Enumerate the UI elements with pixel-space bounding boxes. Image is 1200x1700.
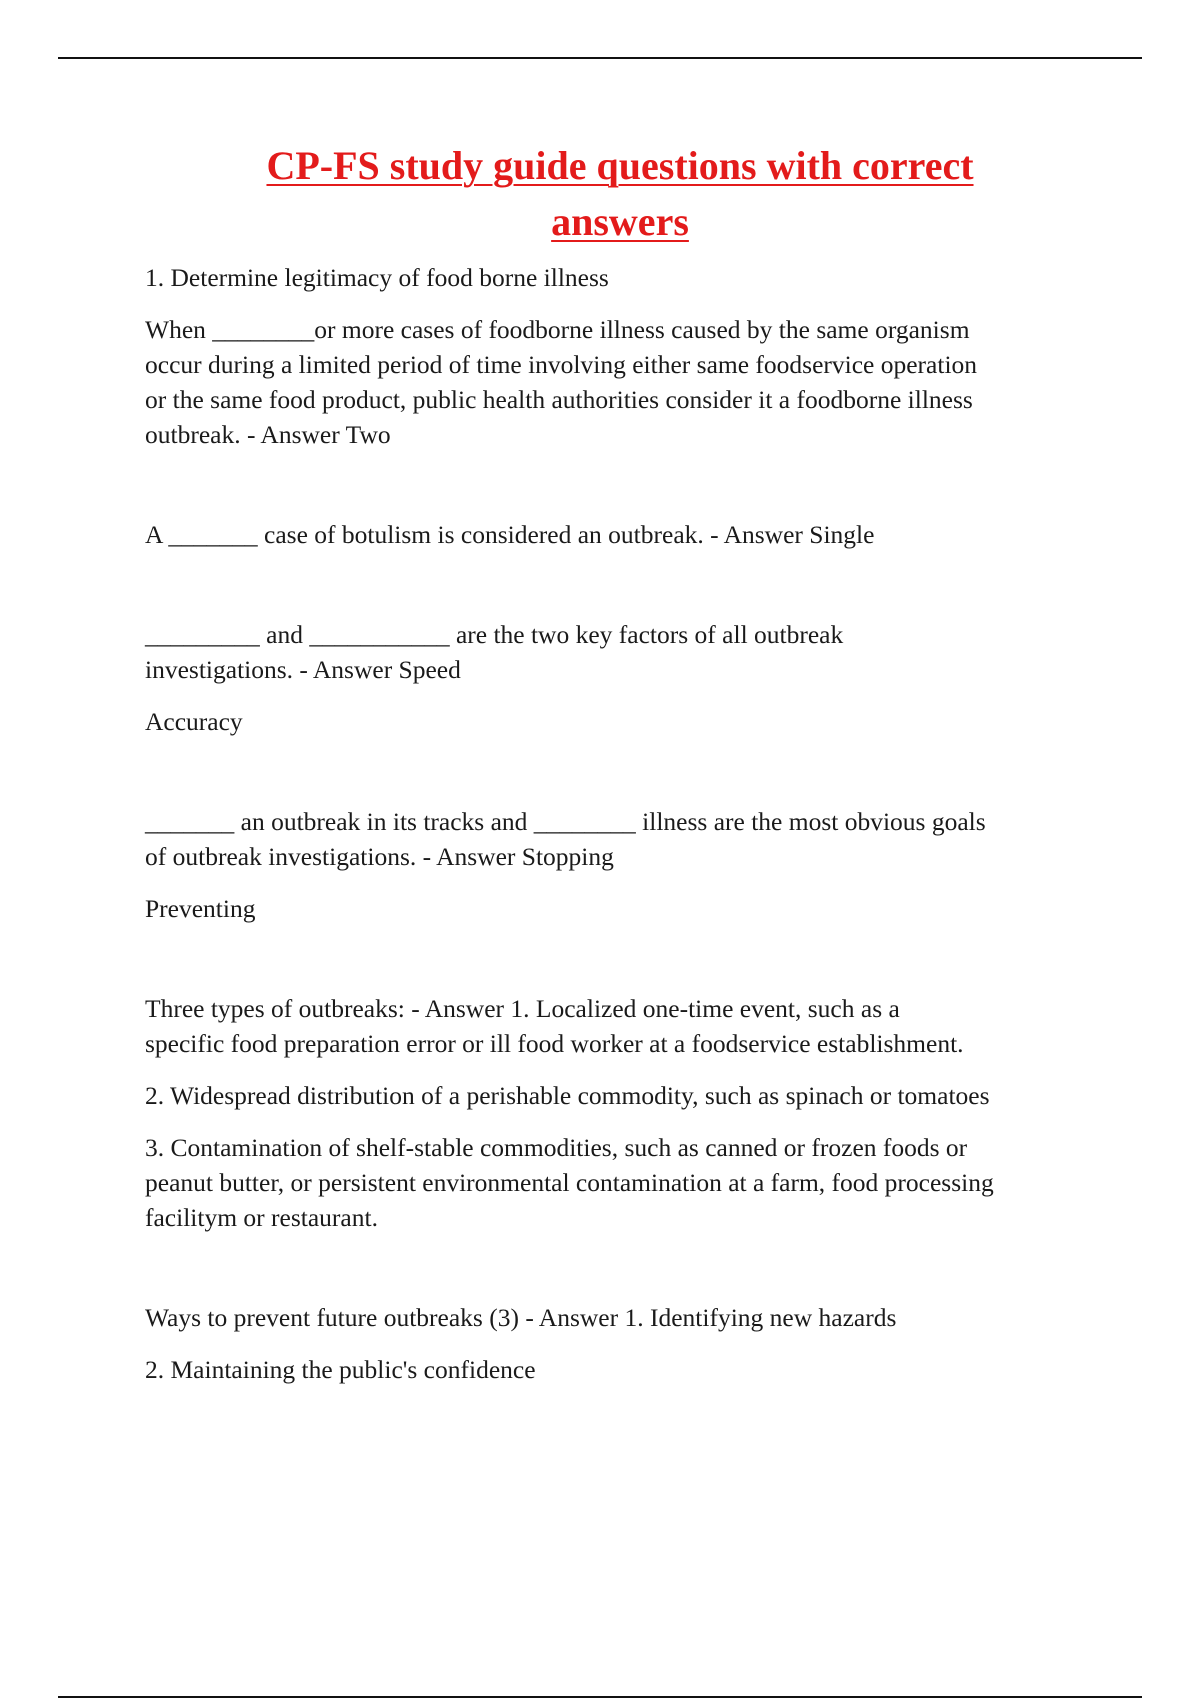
question-5-line-1: _______ an outbreak in its tracks and ________ illness are the most obvious goals (145, 807, 986, 836)
question-5-line-3: Preventing (145, 894, 256, 923)
question-2-line-4: outbreak. - Answer Two (145, 420, 391, 449)
document-page (145, 138, 1095, 1387)
document-title (145, 138, 1095, 250)
title-line-2: answers (551, 199, 689, 244)
question-heading-1: 1. Determine legitimacy of food borne illness (145, 263, 609, 292)
question-2-line-2: occur during a limited period of time involving either same foodservice operation (145, 350, 978, 379)
question-7-line-2: 2. Maintaining the public's confidence (145, 1355, 536, 1384)
question-6-line-2: specific food preparation error or ill food worker at a foodservice establishment. (145, 1029, 964, 1058)
question-3: A _______ case of botulism is considered an outbreak. - Answer Single (145, 520, 875, 549)
bottom-rule (58, 1696, 1142, 1698)
question-4-line-2: investigations. - Answer Speed (145, 655, 461, 684)
top-rule (58, 57, 1142, 59)
question-2-line-1: When ________or more cases of foodborne illness caused by the same organism (145, 315, 970, 344)
question-4-line-1: _________ and ___________ are the two key factors of all outbreak (145, 620, 844, 649)
question-6-line-5: peanut butter, or persistent environmental contamination at a farm, food processing (145, 1168, 994, 1197)
question-2-line-3: or the same food product, public health authorities consider it a foodborne illness (145, 385, 973, 414)
question-4-line-3: Accuracy (145, 707, 243, 736)
question-7-line-1: Ways to prevent future outbreaks (3) - Answer 1. Identifying new hazards (145, 1303, 897, 1332)
question-5-line-2: of outbreak investigations. - Answer Stopping (145, 842, 614, 871)
question-6-line-6: facilitym or restaurant. (145, 1203, 378, 1232)
question-6-line-4: 3. Contamination of shelf-stable commodities, such as canned or frozen foods or (145, 1133, 968, 1162)
question-6-line-3: 2. Widespread distribution of a perishable commodity, such as spinach or tomatoes (145, 1081, 990, 1110)
title-line-1: CP-FS study guide questions with correct (266, 143, 974, 188)
question-6-line-1: Three types of outbreaks: - Answer 1. Localized one-time event, such as a (145, 994, 900, 1023)
